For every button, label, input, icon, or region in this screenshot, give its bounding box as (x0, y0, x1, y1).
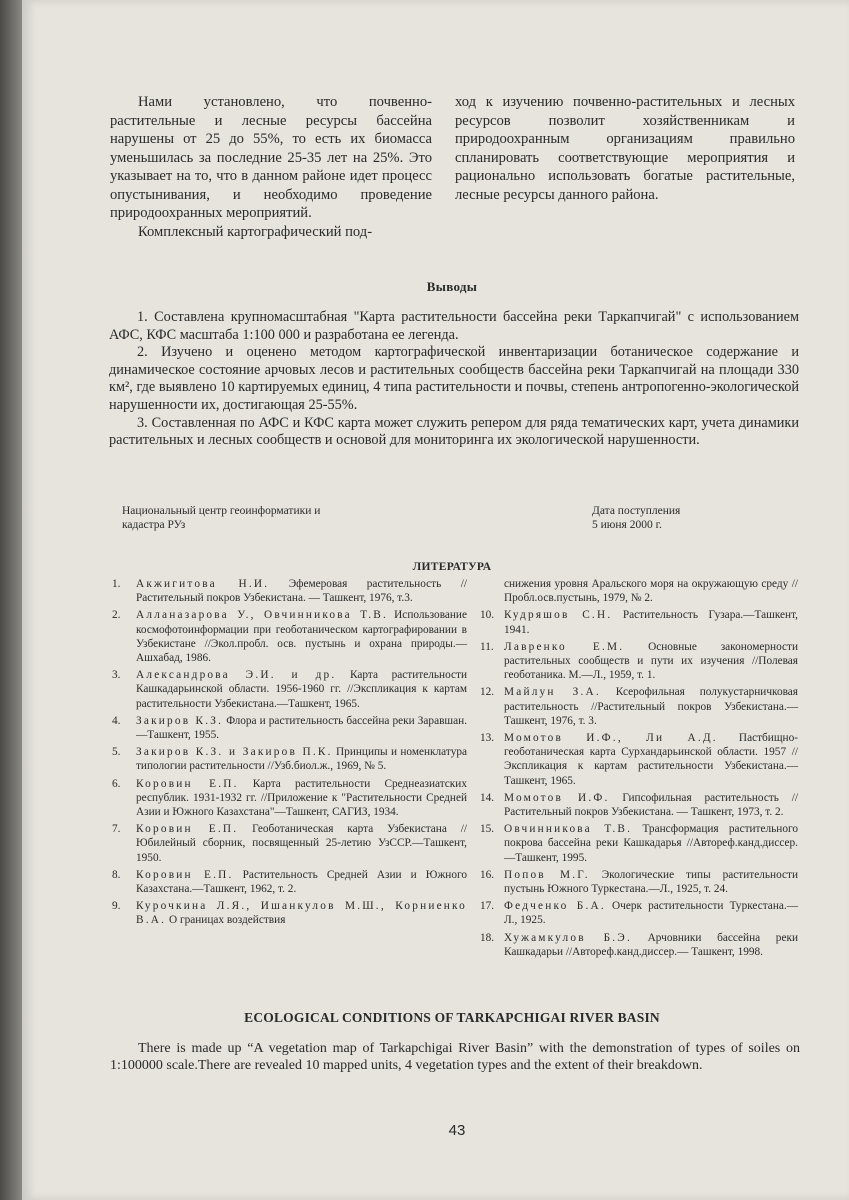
reference-item: 7. Коровин Е.П. Геоботаническая карта Узбекистана //Юбилейный сборник, посвященный 25-летию УзССР.—Ташкент, 1950. (112, 823, 467, 864)
reference-item: 9. Курочкина Л.Я., Ишанкулов М.Ш., Корниенко В.А. О границах воздействия (112, 900, 467, 927)
reference-continuation: снижения уровня Аральского моря на окружающую среду //Пробл.осв.пустынь, 1979, № 2. (504, 578, 798, 605)
paragraph: Нами установлено, что почвенно-растительные и лесные ресурсы бассейна нарушены от 25 до 55%, то есть их биомасса уменьшилась за последние 25-35 лет на 25%. Это указывает на то, что в данном районе идет процесс опустынивания, и необходимо проведение природоохранных мероприятий. (110, 94, 432, 221)
reference-item: 1. Акжигитова Н.И. Эфемеровая растительность //Растительный покров Узбекистана. — Ташкент, 1976, т.3. (112, 578, 467, 605)
conclusion-item: 3. Составленная по АФС и КФС карта может служить репером для ряда тематических карт, учета динамики растительных и лесных сообществ и основой для мониторинга их экологической нарушенности. (109, 414, 799, 449)
reference-item: 10. Кудряшов С.Н. Растительность Гузара.—Ташкент, 1941. (480, 609, 798, 636)
received-date: 5 июня 2000 г. (592, 519, 662, 531)
english-title: ECOLOGICAL CONDITIONS OF TARKAPCHIGAI RIVER BASIN (244, 1010, 660, 1025)
reference-item: 4. Закиров К.З. Флора и растительность бассейна реки Заравшан.—Ташкент, 1955. (112, 714, 468, 742)
reference-item: 11. Лавренко Е.М. Основные закономерности растительных сообществ и пути их изучения //Полевая геоботаника. М.—Л., 1959, т. 1. (480, 640, 798, 682)
right-text-column (455, 93, 795, 204)
reference-item: 3. Александрова Э.И. и др. Карта растительности Кашкадарьинской области. 1956-1960 гг. //Экспликация к картам растительности Узбекистана.—Ташкент, 1965. (112, 669, 467, 710)
reference-item: 5. Закиров К.З. и Закиров П.К. Принципы и номенклатура типологии растительности //Узб.биол.ж., 1969, № 5. (112, 746, 467, 773)
literature-heading: ЛИТЕРАТУРА (412, 561, 492, 573)
document-page (22, 0, 849, 1200)
paragraph: Комплексный картографический под- (138, 223, 373, 240)
institution-block (122, 504, 402, 532)
reference-item: 8. Коровин Е.П. Растительность Средней Азии и Южного Казахстана.—Ташкент, 1962, т. 2. (112, 868, 467, 896)
paragraph: ход к изучению почвенно-растительных и лесных ресурсов позволит хозяйственникам и природоохранным организациям правильно спланировать соответствующие мероприятия и рационально использовать богатые растительные, лесные ресурсы данного района. (455, 94, 795, 203)
conclusion-item: 2. Изучено и оценено методом картографической инвентаризации ботаническое содержание и динамическое состояние арчовых лесов и растительных сообществ бассейна реки Таркапчигай на площади 330 км², где выявлено 10 картируемых единиц, 4 типа растительности и почвы, степень антропогенно-экологической нарушенности их, достигающая 25-55%. (109, 344, 799, 413)
reference-item: 14. Момотов И.Ф. Гипсофильная растительность //Растительный покров Узбекистана. — Ташкент, 1973, т. 2. (480, 791, 799, 819)
reference-item: 12. Майлун З.А. Ксерофильная полукустарничковая растительность //Растительный покров Узбекистана.—Ташкент, 1976, т. 3. (480, 686, 798, 727)
received-label: Дата поступления (592, 505, 681, 517)
page-binding-shadow (0, 0, 22, 1200)
reference-item: 17. Федченко Б.А. Очерк растительности Туркестана.—Л., 1925. (480, 900, 799, 927)
english-abstract: There is made up “A vegetation map of Tarkapchigai River Basin” with the demonstration of types of soiles on 1:100000 scale.There are revealed 10 mapped units, 4 vegetation types and the extent of their breakdown. (110, 1041, 800, 1073)
references-right-column (480, 577, 798, 962)
institution-line: Национальный центр геоинформатики и (122, 505, 321, 517)
conclusions-heading: Выводы (426, 279, 478, 294)
references-left-column (112, 577, 467, 931)
institution-line: кадастра РУз (122, 519, 186, 531)
received-date-block (592, 504, 772, 532)
reference-item: 16. Попов М.Г. Экологические типы растительности пустынь Южного Туркестана.—Л., 1925, т. 24. (480, 868, 799, 896)
reference-item: 2. Алланазарова У., Овчинникова Т.В. Использование космофотоинформации при геоботаническом картографировании в Узбекистане //Экол.пробл. осв. пустынь и охрана природы.—Ашхабад, 1986. (112, 609, 467, 665)
reference-item: 18. Хужамкулов Б.Э. Арчовники бассейна реки Кашкадарьи //Автореф.канд.диссер.— Ташкент, 1998. (480, 931, 798, 958)
reference-item: 6. Коровин Е.П. Карта растительности Среднеазиатских республик. 1931-1932 гг. //Приложение к "Растительности Средней Азии и Южного Казахстана"—Ташкент, САГИЗ, 1934. (112, 777, 467, 819)
page-number: 43 (448, 1122, 466, 1139)
reference-item: 13. Момотов И.Ф., Ли А.Д. Пастбищно-геоботаническая карта Сурхандарьинской области. 1957 //Экспликация к картам растительности Узбекистана.—Ташкент, 1965. (480, 732, 798, 787)
reference-item: 15. Овчинникова Т.В. Трансформация растительного покрова бассейна реки Кашкадарья //Автореф.канд.диссер.—Ташкент, 1995. (480, 823, 798, 864)
conclusions-list (109, 309, 799, 450)
conclusion-item: 1. Составлена крупномасштабная "Карта растительности бассейна реки Таркапчигай" с использованием АФС, КФС масштаба 1:100 000 и разработана ее легенда. (109, 309, 799, 343)
left-text-column (110, 93, 432, 241)
